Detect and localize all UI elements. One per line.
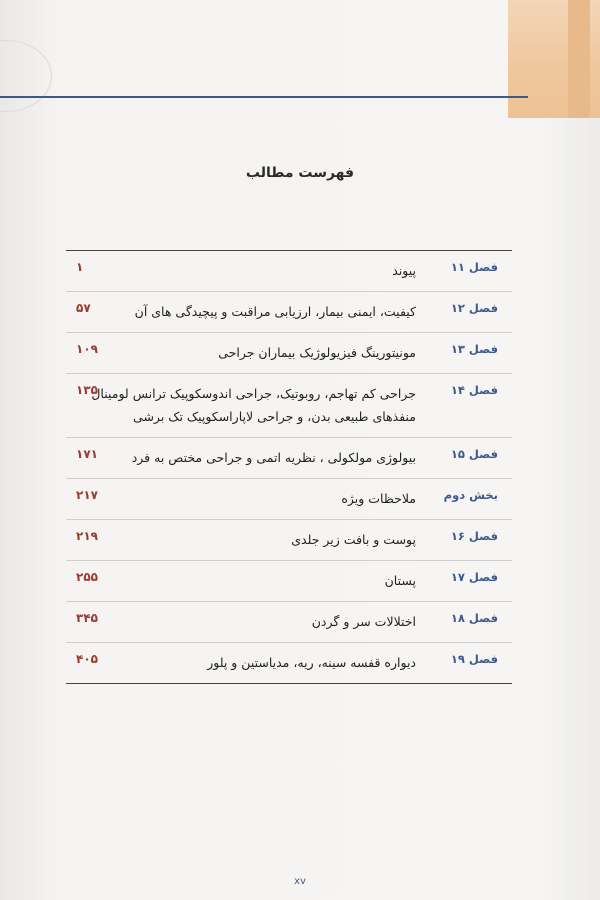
toc-chapter-label: فصل ۱۲ (450, 301, 498, 315)
toc-entry-line: کیفیت، ایمنی بیمار، ارزیابی مراقبت و پیچیدگی های آن (134, 304, 416, 319)
page-number-footer: xv (294, 876, 306, 887)
toc-chapter-label: فصل ۱۱ (450, 260, 498, 274)
toc-chapter-label: بخش دوم (443, 488, 498, 502)
toc-row[interactable] (66, 520, 512, 561)
header-rule (0, 96, 528, 98)
toc-page-number: ۲۱۷ (76, 488, 98, 502)
toc-row[interactable] (66, 292, 512, 333)
toc-row[interactable] (66, 643, 512, 684)
toc-chapter-label: فصل ۱۶ (450, 529, 498, 543)
toc-entry-line: پوست و بافت زیر جلدی (291, 532, 416, 547)
toc-row[interactable] (66, 479, 512, 520)
toc-chapter-label: فصل ۱۳ (450, 342, 498, 356)
toc-entry-title (136, 333, 416, 373)
toc-chapter-label: فصل ۱۴ (450, 383, 498, 397)
toc-entry-line: ملاحظات ویژه (341, 491, 416, 506)
toc-entry-line: مونیتورینگ فیزیولوژیک بیماران جراحی (218, 345, 416, 360)
toc-entry-line: دیواره قفسه سینه، ریه، مدیاستین و پلور (207, 655, 416, 670)
toc-chapter-label: فصل ۱۵ (450, 447, 498, 461)
table-of-contents (66, 250, 512, 684)
toc-page-number: ۱۰۹ (76, 342, 98, 356)
toc-title: فهرست مطالب (245, 165, 355, 181)
toc-entry-title (136, 643, 416, 683)
toc-entry-line: بیولوژی مولکولی ، نظریه اتمی و جراحی مختص به فرد (131, 450, 416, 465)
toc-entry-line: پستان (384, 573, 416, 588)
toc-chapter-label: فصل ۱۷ (450, 570, 498, 584)
corner-accent-stripe (568, 0, 590, 118)
toc-entry-line: جراحی کم تهاجم، روبوتیک، جراحی اندوسکوپیک ترانس لومینال (91, 386, 416, 401)
toc-page-number: ۲۵۵ (76, 570, 98, 584)
toc-entry-title (136, 520, 416, 560)
toc-entry-title (136, 479, 416, 519)
toc-row[interactable] (66, 251, 512, 292)
toc-page-number: ۳۴۵ (76, 611, 98, 625)
toc-row[interactable] (66, 561, 512, 602)
toc-row[interactable] (66, 438, 512, 479)
toc-page-number: ۴۰۵ (76, 652, 98, 666)
toc-row[interactable] (66, 333, 512, 374)
toc-entry-title (136, 561, 416, 601)
toc-entry-title (136, 602, 416, 642)
toc-row[interactable] (66, 374, 512, 438)
toc-page-number: ۱۳۵ (76, 383, 98, 397)
toc-row[interactable] (66, 602, 512, 643)
toc-entry-title (131, 438, 416, 478)
toc-chapter-label: فصل ۱۸ (450, 611, 498, 625)
toc-entry-title (136, 251, 416, 291)
toc-page-number: ۲۱۹ (76, 529, 98, 543)
toc-entry-line: پیوند (392, 263, 416, 278)
toc-chapter-label: فصل ۱۹ (450, 652, 498, 666)
toc-page-number: ۵۷ (76, 301, 91, 315)
toc-page-number: ۱ (76, 260, 84, 274)
toc-entry-line: اختلالات سر و گردن (311, 614, 416, 629)
toc-page-number: ۱۷۱ (76, 447, 98, 461)
toc-entry-line: منفذهای طبیعی بدن، و جراحی لاپاراسکوپیک تک برشی (133, 409, 416, 424)
toc-entry-title (136, 292, 416, 332)
toc-entry-title (91, 374, 416, 437)
